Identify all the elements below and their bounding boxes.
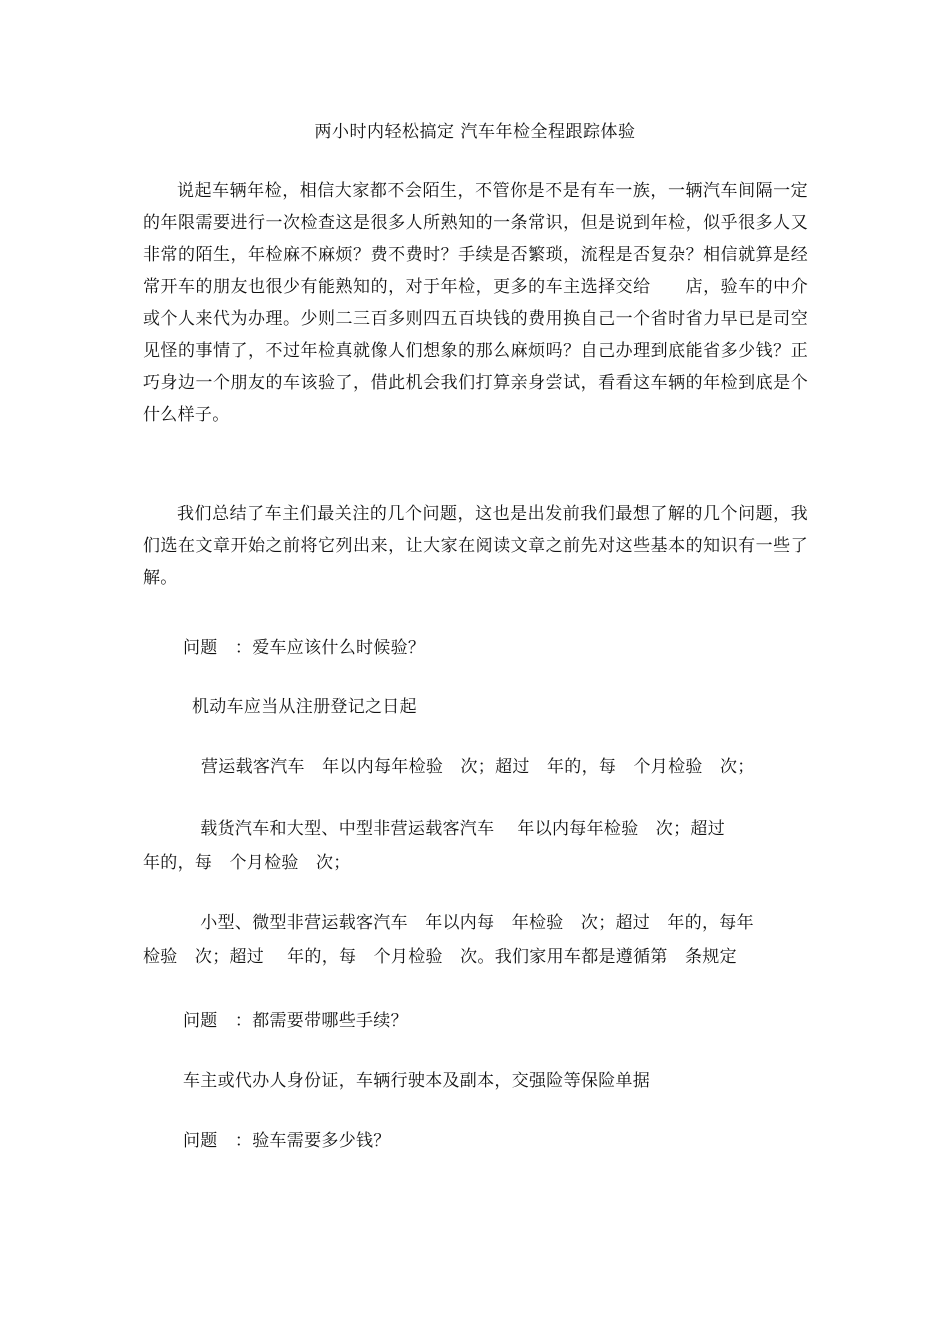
document-title: 两小时内轻松搞定 汽车年检全程跟踪体验: [314, 122, 636, 142]
question-2: 问题 ：都需要带哪些手续？: [183, 1011, 408, 1031]
intro-paragraph: 说起车辆年检，相信大家都不会陌生，不管你是不是有车一族，一辆汽车间隔一定的年限需要进行一次检查这是很多人所熟知的一条常识，但是说到年检，似乎很多人又非常的陌生，年检麻不麻烦？费不费时？手续是否繁琐，流程是否复杂？相信就算是经常开车的朋友也很少有能熟知的，对于年检，更多的车主选择交给 店，验车的中介或个人来代为办理。少则二三百多则四五百块钱的费用换自己一个省时省力早已是司空见怪的事情了，不过年检真就像人们想象的那么麻烦吗？自己办理到底能省多少钱？正巧身边一个朋友的车该验了，借此机会我们打算亲身尝试，看看这车辆的年检到底是个什么样子。: [143, 181, 808, 425]
question-1: 问题 ：爱车应该什么时候验？: [183, 638, 426, 658]
answer-1-item-1: 营运载客汽车 年以内每年检验 次；超过 年的，每 个月检验 次；: [201, 757, 755, 777]
answer-1-item-3: [143, 906, 808, 974]
answer-1-item-2-line-2: 年的，每 个月检验 次；: [143, 853, 351, 873]
answer-1-item-2-line-1: 载货汽车和大型、中型非营运载客汽车 年以内每年检验 次；超过: [183, 819, 760, 839]
answer-2: 车主或代办人身份证，车辆行驶本及副本，交强险等保险单据: [183, 1071, 651, 1091]
answer-1-lead: 机动车应当从注册登记之日起: [192, 697, 417, 717]
question-3: 问题 ：验车需要多少钱？: [183, 1131, 391, 1151]
answer-1-item-2: [143, 812, 808, 880]
answer-1-item-3-line-2: 检验 次；超过 年的，每 个月检验 次。我们家用车都是遵循第 条规定: [143, 947, 737, 967]
summary-paragraph: 我们总结了车主们最关注的几个问题，这也是出发前我们最想了解的几个问题，我们选在文章开始之前将它列出来，让大家在阅读文章之前先对这些基本的知识有一些了解。: [143, 504, 808, 588]
answer-1-item-3-line-1: 小型、微型非营运载客汽车 年以内每 年检验 次；超过 年的，每年: [183, 913, 754, 933]
